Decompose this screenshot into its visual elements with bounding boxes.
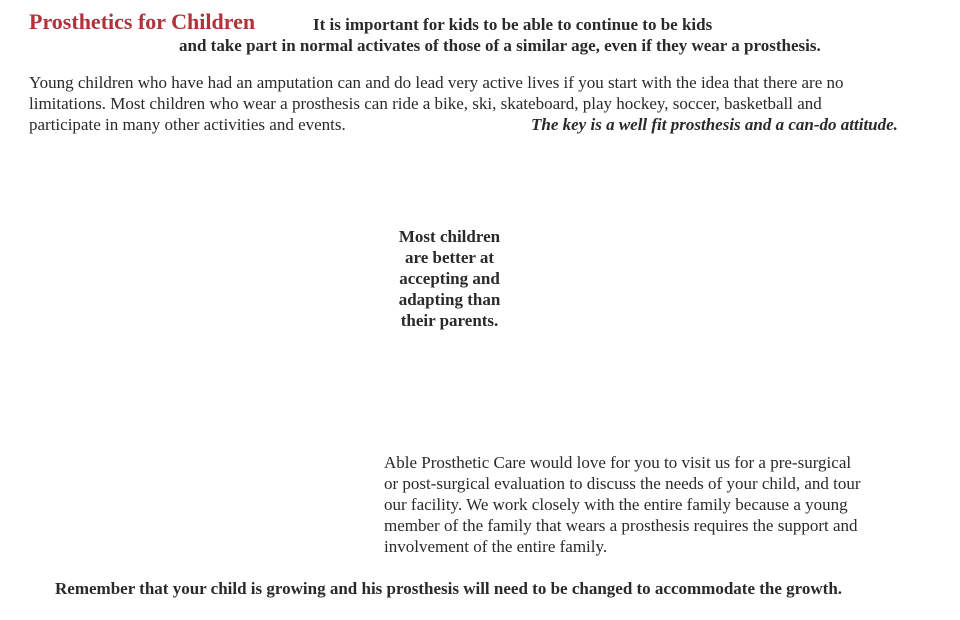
visit-line: or post-surgical evaluation to discuss the needs of your child, and tour [384,474,861,493]
body-line: participate in many other activities and events. [29,115,346,134]
callout-line: Most children [398,227,501,246]
footer-note: Remember that your child is growing and his prosthesis will need to be changed to accommodate the growth. [55,579,843,598]
body-paragraph [29,72,939,135]
body-line: limitations. Most children who wear a prosthesis can ride a bike, ski, skateboard, play hockey, soccer, basketball and [29,94,822,113]
visit-line: our facility. We work closely with the entire family because a young [384,495,848,514]
callout-quote [382,226,517,331]
page-title: Prosthetics for Children [29,9,256,34]
body-line-last [29,114,939,135]
intro-line-2: and take part in normal activates of those of a similar age, even if they wear a prosthesis. [179,36,821,55]
key-message: The key is a well fit prosthesis and a can-do attitude. [531,115,898,134]
callout-line: their parents. [400,311,499,330]
visit-line: involvement of the entire family. [384,537,608,556]
body-line: Young children who have had an amputation can and do lead very active lives if you start with the idea that there are no [29,73,844,92]
intro-line-1: It is important for kids to be able to continue to be kids [313,15,713,34]
visit-line: Able Prosthetic Care would love for you to visit us for a pre-surgical [384,453,852,472]
visit-line: member of the family that wears a prosthesis requires the support and [384,516,858,535]
visit-paragraph [384,452,934,557]
callout-line: adapting than [398,290,501,309]
callout-line: are better at [404,248,495,267]
callout-line: accepting and [399,269,500,288]
